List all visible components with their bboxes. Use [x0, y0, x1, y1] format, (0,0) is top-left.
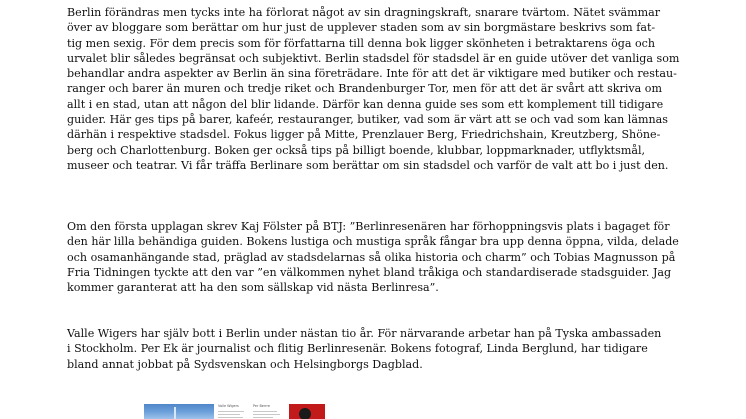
paragraph-authors: [67, 326, 661, 372]
text-bar: [218, 414, 240, 415]
text-page-thumbnail: [253, 404, 283, 419]
text-bar: [253, 414, 280, 415]
text-line: Valle Wigers har själv bott i Berlin under nästan tio år. För närvarande arbetar han på Tyska ambassaden: [67, 327, 662, 340]
text-line: över av bloggare som berättar om hur just de upplever staden som av sin borgmästare beskrivs som fat-: [67, 21, 656, 35]
text-line: därhän i respektive stadsdel. Fokus ligger på Mitte, Prenzlauer Berg, Friedrichshain, Kreutzberg, Shöne-: [67, 128, 661, 142]
thumbnail-caption: Per Berrre: [253, 404, 270, 408]
text-line: bland annat jobbat på Sydsvenskan och Helsingborgs Dagblad.: [67, 357, 423, 371]
text-bar: [253, 417, 273, 418]
thumbnail-caption: Valle Wigers: [218, 404, 239, 408]
text-line: Berlin förändras men tycks inte ha förlorat något av sin dragningskraft, snarare tvärtom. Nätet svämmar: [67, 6, 661, 19]
text-line: Fria Tidningen tyckte att den var ”en välkommen nyhet bland tråkiga och standardiserade stadsguider. Jag: [67, 265, 672, 279]
text-line: allt i en stad, utan att någon del blir lidande. Därför kan denna guide ses som ett komplement till tidigare: [67, 97, 664, 111]
paragraph-reviews: [67, 219, 679, 295]
text-line: kommer garanterat att ha den som sällskap vid nästa Berlinresa”.: [67, 281, 439, 295]
text-bar: [218, 411, 244, 412]
text-page-thumbnail: [218, 404, 248, 419]
paragraph-intro: [67, 5, 679, 173]
text-bar: [218, 417, 243, 418]
dark-circle-graphic: [299, 408, 311, 419]
text-line: urvalet blir således begränsat och subjektivt. Berlin stadsdel för stadsdel är en guide utöver det vanliga som: [67, 51, 680, 65]
text-bar: [253, 411, 277, 412]
red-cover-thumbnail: [289, 404, 325, 419]
tv-tower-graphic: [174, 407, 176, 419]
text-line: tig men sexig. För dem precis som för författarna till denna bok ligger skönheten i betraktarens öga och: [67, 36, 656, 50]
text-line: och osamanhängande stad, präglad av stadsdelarnas så olika historia och charm” och Tobias Magnusson på: [67, 250, 676, 264]
text-line: berg och Charlottenburg. Boken ger också tips på billigt boende, klubbar, loppmarknader, utflyktsmål,: [67, 143, 646, 157]
text-line: museer och teatrar. Vi får träffa Berlinare som berättar om sin stadsdel och varför de valt att bo i just den.: [67, 158, 669, 172]
text-line: ranger och barer än muren och tredje riket och Brandenburger Tor, men för att det är svårt att skriva om: [67, 82, 662, 96]
text-line: den här lilla behändiga guiden. Bokens lustiga och mustiga språk fångar bra upp denna öppna, vilda, delade: [67, 235, 679, 249]
text-line: behandlar andra aspekter av Berlin än sina företrädare. Inte för att det är viktigare med butiker och restau-: [67, 67, 677, 81]
text-line: i Stockholm. Per Ek är journalist och flitig Berlinresenär. Bokens fotograf, Linda Berglund, har tidigare: [67, 342, 648, 356]
text-line: Om den första upplagan skrev Kaj Fölster på BTJ: ”Berlinresenären har förhoppningsvis plats i bagaget för: [67, 220, 670, 233]
cover-photo-thumbnail: [144, 404, 214, 419]
text-line: guider. Här ges tips på barer, kafeér, restauranger, butiker, vad som är värt att se och vad som kan lämnas: [67, 113, 668, 127]
